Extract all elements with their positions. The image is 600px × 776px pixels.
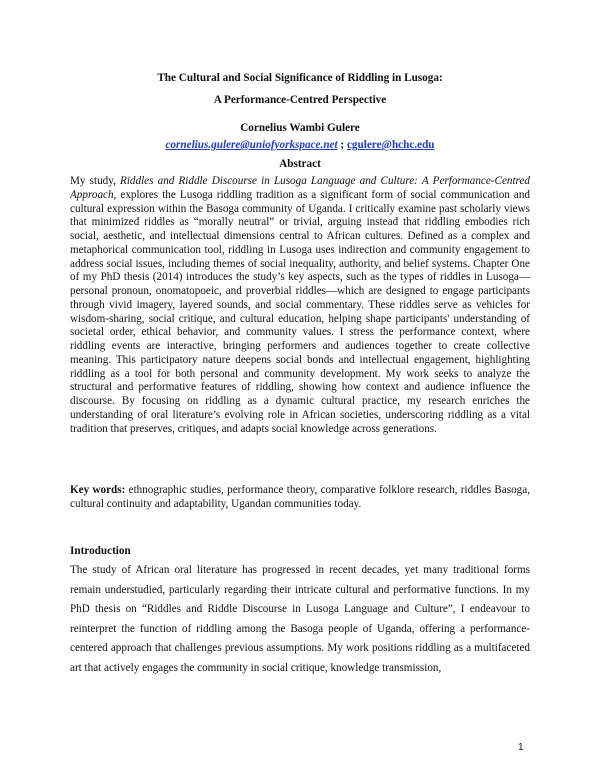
introduction-text: The study of African oral literature has progressed in recent decades, yet many traditional forms remain understudied, particularly regarding their intricate cultural and performative functions. In my PhD thesis on “Riddles and Riddle Discourse in Lusoga Language and Culture”, I endeavour to reinterpret the function of riddling among the Basoga people of Uganda, offering a performance-centered approach that challenges previous assumptions. My work positions riddling as a multifaceted art that actively engages the community in social critique, knowledge transmission, [70, 564, 530, 674]
paper-title [0, 72, 600, 107]
author-emails [0, 139, 600, 151]
keywords [70, 484, 530, 512]
keywords-text: ethnographic studies, performance theory, comparative folklore research, riddles Basoga, cultural continuity and adaptability, Ugandan communities today. [70, 484, 530, 510]
abstract-body [70, 175, 530, 436]
author-name: Cornelius Wambi Gulere [240, 122, 360, 134]
email-link-primary[interactable]: cornelius.gulere@uniofyorkspace.net [165, 139, 338, 151]
email-link-secondary[interactable]: cgulere@hchc.edu [346, 139, 435, 151]
abstract-intro: My study, [70, 175, 121, 187]
thesis-title-italic: Riddles and Riddle Discourse in Lusoga Language and Culture: A Performance-Centred Approach [70, 175, 530, 201]
introduction-heading: Introduction [70, 545, 131, 557]
title-line-1: The Cultural and Social Significance of Riddling in Lusoga: [157, 72, 443, 84]
introduction-body [70, 561, 530, 679]
keywords-label: Key words: [70, 484, 126, 496]
page-number: 1 [518, 742, 524, 753]
title-line-2: A Performance-Centred Perspective [213, 94, 387, 106]
abstract-text: , explores the Lusoga riddling tradition as a significant form of social communication and cultural expression within the Basoga community of Uganda. I critically examine past scholarly views that minimized riddles as “morally neutral” or trivial, arguing instead that riddling embodies rich social, aesthetic, and intellectual dimensions central to African cultures. Defined as a complex and metaphorical communication tool, riddling in Lusoga uses indirection and community engagement to address social issues, including themes of social inequality, authority, and belief systems. Chapter One of my PhD thesis (2014) introduces the study’s key aspects, such as the types of riddles in Lusoga—personal pronoun, onomatopoeic, and proverbial riddles—which are designed to engage participants through vivid imagery, layered sounds, and social commentary. These riddles serve as vehicles for wisdom-sharing, social critique, and cultural education, helping shape participants' understanding of societal order, ethical behavior, and community values. I stress the performance context, where riddling events are interactive, bringing performers and audiences together to create collective meaning. This participatory nature deepens social bonds and intellectual engagement, highlighting riddling as a tool for both personal and community development. My work seeks to analyze the structural and performative features of riddling, showing how context and audience influence the discourse. By focusing on riddling as a dynamic cultural practice, my research enriches the understanding of oral literature’s evolving role in African societies, underscoring riddling as a vital tradition that preserves, critiques, and adapts social knowledge across generations. [70, 188, 530, 435]
email-separator: ; [337, 139, 347, 151]
abstract-heading: Abstract [279, 158, 321, 170]
